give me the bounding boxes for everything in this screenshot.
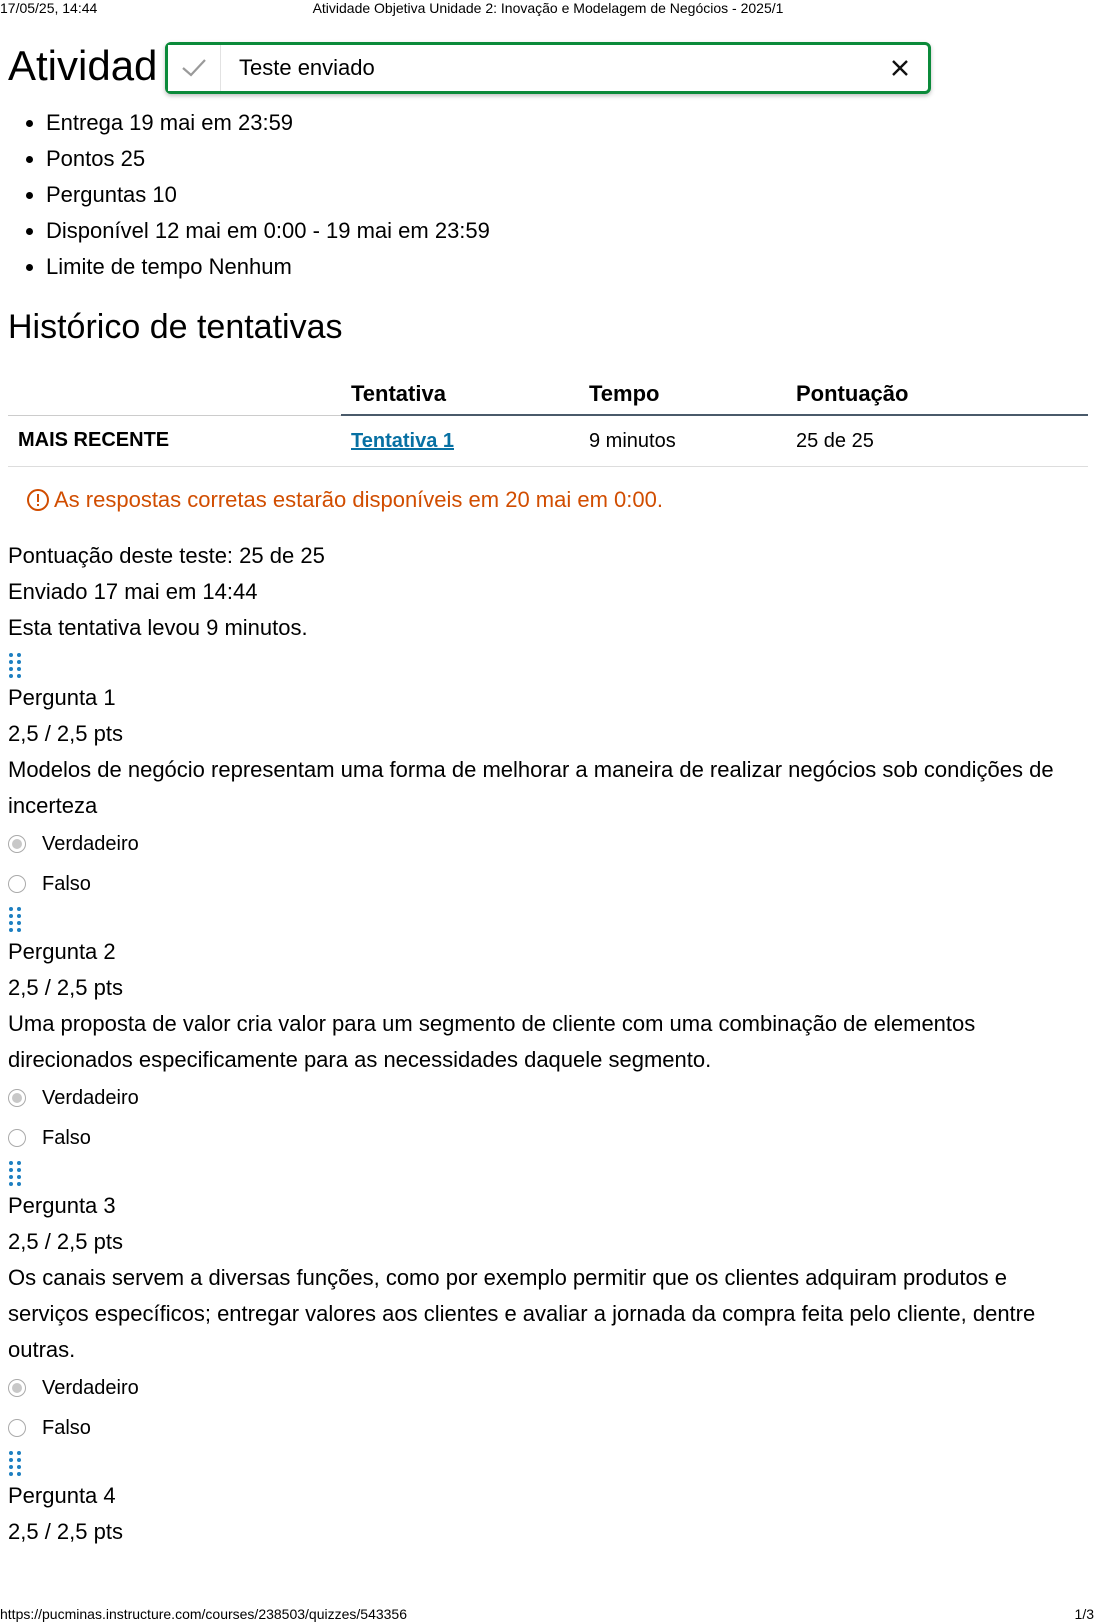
option-label: Falso [42, 1126, 91, 1149]
submitted-at: Enviado 17 mai em 14:44 [8, 579, 258, 604]
print-datetime: 17/05/25, 14:44 [0, 0, 98, 16]
close-icon[interactable] [878, 46, 922, 90]
option-label: Falso [42, 1416, 91, 1439]
history-header-score: Pontuação [786, 374, 1088, 415]
check-icon [168, 45, 221, 91]
history-title: Histórico de tentativas [8, 308, 343, 346]
questions-list [8, 650, 1088, 1550]
history-header-time: Tempo [579, 374, 786, 415]
toast-message: Teste enviado [239, 55, 375, 80]
attempt-history-table [8, 374, 1088, 467]
time-cell: 9 minutos [579, 415, 786, 467]
option-label: Verdadeiro [42, 1086, 139, 1109]
attempt-summary [8, 538, 325, 646]
page-title: Atividad [8, 42, 158, 89]
success-toast [165, 42, 931, 94]
detail-available: • Disponível 12 mai em 0:00 - 19 mai em 23:59 [46, 213, 490, 249]
attempt-cell [341, 415, 579, 467]
warning-text: As respostas corretas estarão disponíveis em 20 mai em 0:00. [54, 487, 663, 512]
question-title: Pergunta 4 [8, 1483, 116, 1508]
answers-warning [26, 487, 663, 513]
question-4 [8, 1448, 1088, 1550]
option-falso[interactable] [8, 1118, 1088, 1158]
quiz-details [24, 105, 490, 285]
question-points: 2,5 / 2,5 pts [8, 975, 123, 1000]
question-2 [8, 904, 1088, 1158]
drag-handle-icon [8, 1448, 1088, 1478]
option-label: Falso [42, 872, 91, 895]
option-verdadeiro[interactable] [8, 1078, 1088, 1118]
history-header-blank [8, 374, 341, 415]
radio-unselected[interactable] [8, 875, 26, 893]
question-points: 2,5 / 2,5 pts [8, 1229, 123, 1254]
score-cell: 25 de 25 [786, 415, 1088, 467]
detail-questions: • Perguntas 10 [46, 177, 490, 213]
print-doc-title: Atividade Objetiva Unidade 2: Inovação e Modelagem de Negócios - 2025/1 [312, 0, 784, 16]
question-text: Os canais servem a diversas funções, como por exemplo permitir que os clientes adquiram produtos e serviços específicos; entregar valores aos clientes e avaliar a jornada da compra feita pelo cliente, dentre outras. [8, 1265, 1036, 1362]
table-row [8, 415, 1088, 467]
option-label: Verdadeiro [42, 832, 139, 855]
question-title: Pergunta 3 [8, 1193, 116, 1218]
history-header-attempt: Tentativa [341, 374, 579, 415]
most-recent-label: MAIS RECENTE [8, 415, 341, 467]
quiz-score: Pontuação deste teste: 25 de 25 [8, 543, 325, 568]
question-title: Pergunta 2 [8, 939, 116, 964]
question-points: 2,5 / 2,5 pts [8, 1519, 123, 1544]
question-1 [8, 650, 1088, 904]
radio-unselected[interactable] [8, 1419, 26, 1437]
radio-selected[interactable] [8, 1379, 26, 1397]
question-3 [8, 1158, 1088, 1448]
detail-points: • Pontos 25 [46, 141, 490, 177]
drag-handle-icon [8, 650, 1088, 680]
question-text: Modelos de negócio representam uma forma de melhorar a maneira de realizar negócios sob condições de incerteza [8, 757, 1054, 818]
detail-due: • Entrega 19 mai em 23:59 [46, 105, 490, 141]
radio-selected[interactable] [8, 1089, 26, 1107]
attempt-duration: Esta tentativa levou 9 minutos. [8, 615, 308, 640]
radio-unselected[interactable] [8, 1129, 26, 1147]
question-points: 2,5 / 2,5 pts [8, 721, 123, 746]
option-verdadeiro[interactable] [8, 824, 1088, 864]
print-header [0, 0, 1096, 18]
warning-icon [26, 488, 50, 512]
attempt-link[interactable]: Tentativa 1 [351, 429, 454, 452]
print-url: https://pucminas.instructure.com/courses/238503/quizzes/543356 [0, 1606, 408, 1622]
option-label: Verdadeiro [42, 1376, 139, 1399]
option-falso[interactable] [8, 1408, 1088, 1448]
print-page-number: 1/3 [1074, 1606, 1094, 1622]
option-falso[interactable] [8, 864, 1088, 904]
drag-handle-icon [8, 904, 1088, 934]
radio-selected[interactable] [8, 835, 26, 853]
detail-time-limit: • Limite de tempo Nenhum [46, 249, 490, 285]
drag-handle-icon [8, 1158, 1088, 1188]
question-text: Uma proposta de valor cria valor para um segmento de cliente com uma combinação de elementos direcionados especificamente para as necessidades daquele segmento. [8, 1011, 976, 1072]
question-title: Pergunta 1 [8, 685, 116, 710]
option-verdadeiro[interactable] [8, 1368, 1088, 1408]
